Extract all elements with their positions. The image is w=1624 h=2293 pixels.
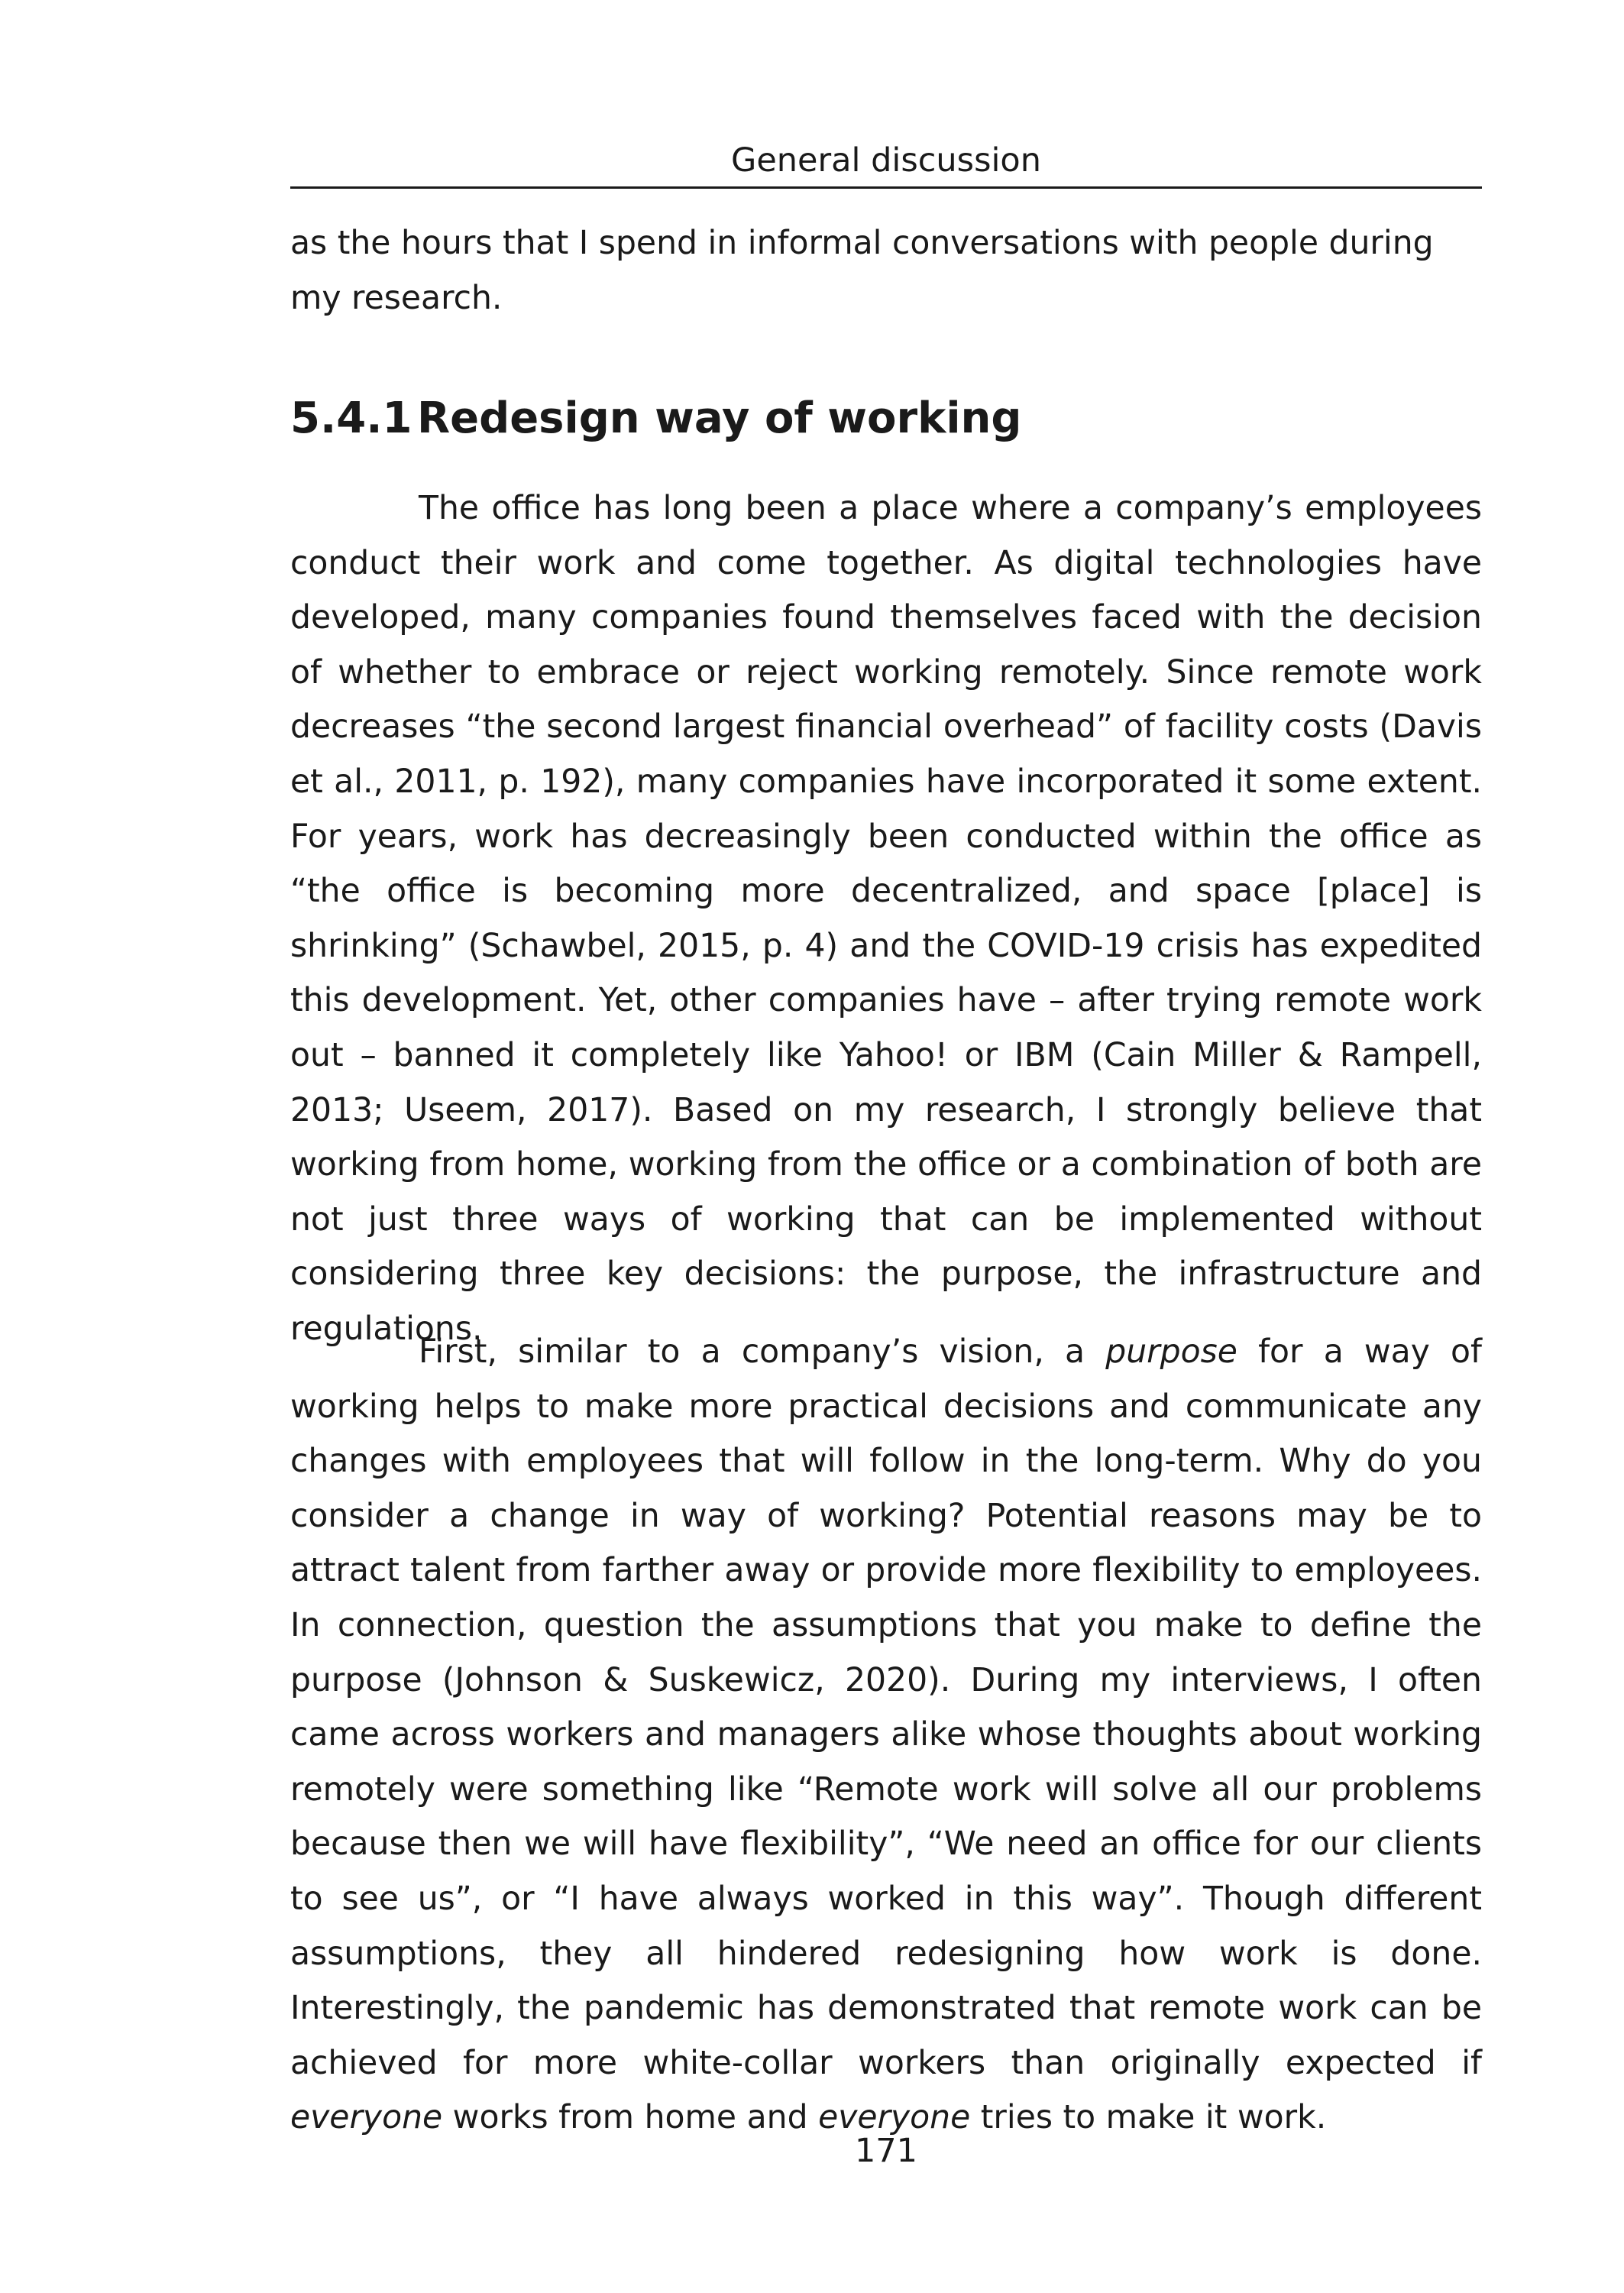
section-title: Redesign way of working [417,394,1022,443]
emphasis-purpose: purpose [1105,1333,1237,1371]
paragraph-2-part-2: for a way of working helps to make more practical decisions and communicate any changes with employees that will follow in the long-term. Why do you consider a change in way of working? Potential reasons may be to attract talent from farther away or provide more flexibility to employees. In connection, question the assumptions that you make to define the purpose (Johnson & Suskewicz, 2020). During my interviews, I often came across workers and managers alike whose thoughts about working remotely were something like “Remote work will solve all our problems because then we will have flexibility”, “We need an office for our clients to see us”, or “I have always worked in this way”. Though different assumptions, they all hindered redesigning how work is done. Interestingly, the pandemic has demonstrated that remote work can be achieved for more white-collar workers than originally expected if [290,1333,1482,2082]
section-heading [290,388,1022,449]
header-rule [290,186,1482,189]
paragraph-2-part-3: works from home and [442,2099,819,2137]
running-header: General discussion [731,141,1041,180]
paragraph-2-text [290,1325,1482,2146]
paragraph-1-text: The office has long been a place where a company’s employees conduct their work and come together. As digital technologies have developed, many companies found themselves faced with the decision of whether to embrace or reject working remotely. Since remote work decreases “the second largest financial overhead” of facility costs (Davis et al., 2011, p. 192), many companies have incorporated it some extent. For years, work has decreasingly been conducted within the office as “the office is becoming more decentralized, and space [place] is shrinking” (Schawbel, 2015, p. 4) and the COVID-19 crisis has expedited this development. Yet, other companies have – after trying remote work out – banned it completely like Yahoo! or IBM (Cain Miller & Rampell, 2013; Useem, 2017). Based on my research, I strongly believe that working from home, working from the office or a combination of both are not just three ways of working that can be implemented without considering three key decisions: the purpose, the infrastructure and regulations. [290,490,1482,1348]
paragraph-2-part-1: First, similar to a company’s vision, a [419,1333,1106,1371]
section-number: 5.4.1 [290,394,412,443]
paragraph-2-part-4: tries to make it work. [970,2099,1327,2137]
emphasis-everyone-1: everyone [290,2099,443,2137]
intro-text: as the hours that I spend in informal conversations with people during my research. [290,225,1434,317]
paragraph-1 [290,481,1482,1357]
emphasis-everyone-2: everyone [818,2099,971,2137]
page-number: 171 [854,2132,918,2170]
paragraph-2 [290,1325,1482,2146]
